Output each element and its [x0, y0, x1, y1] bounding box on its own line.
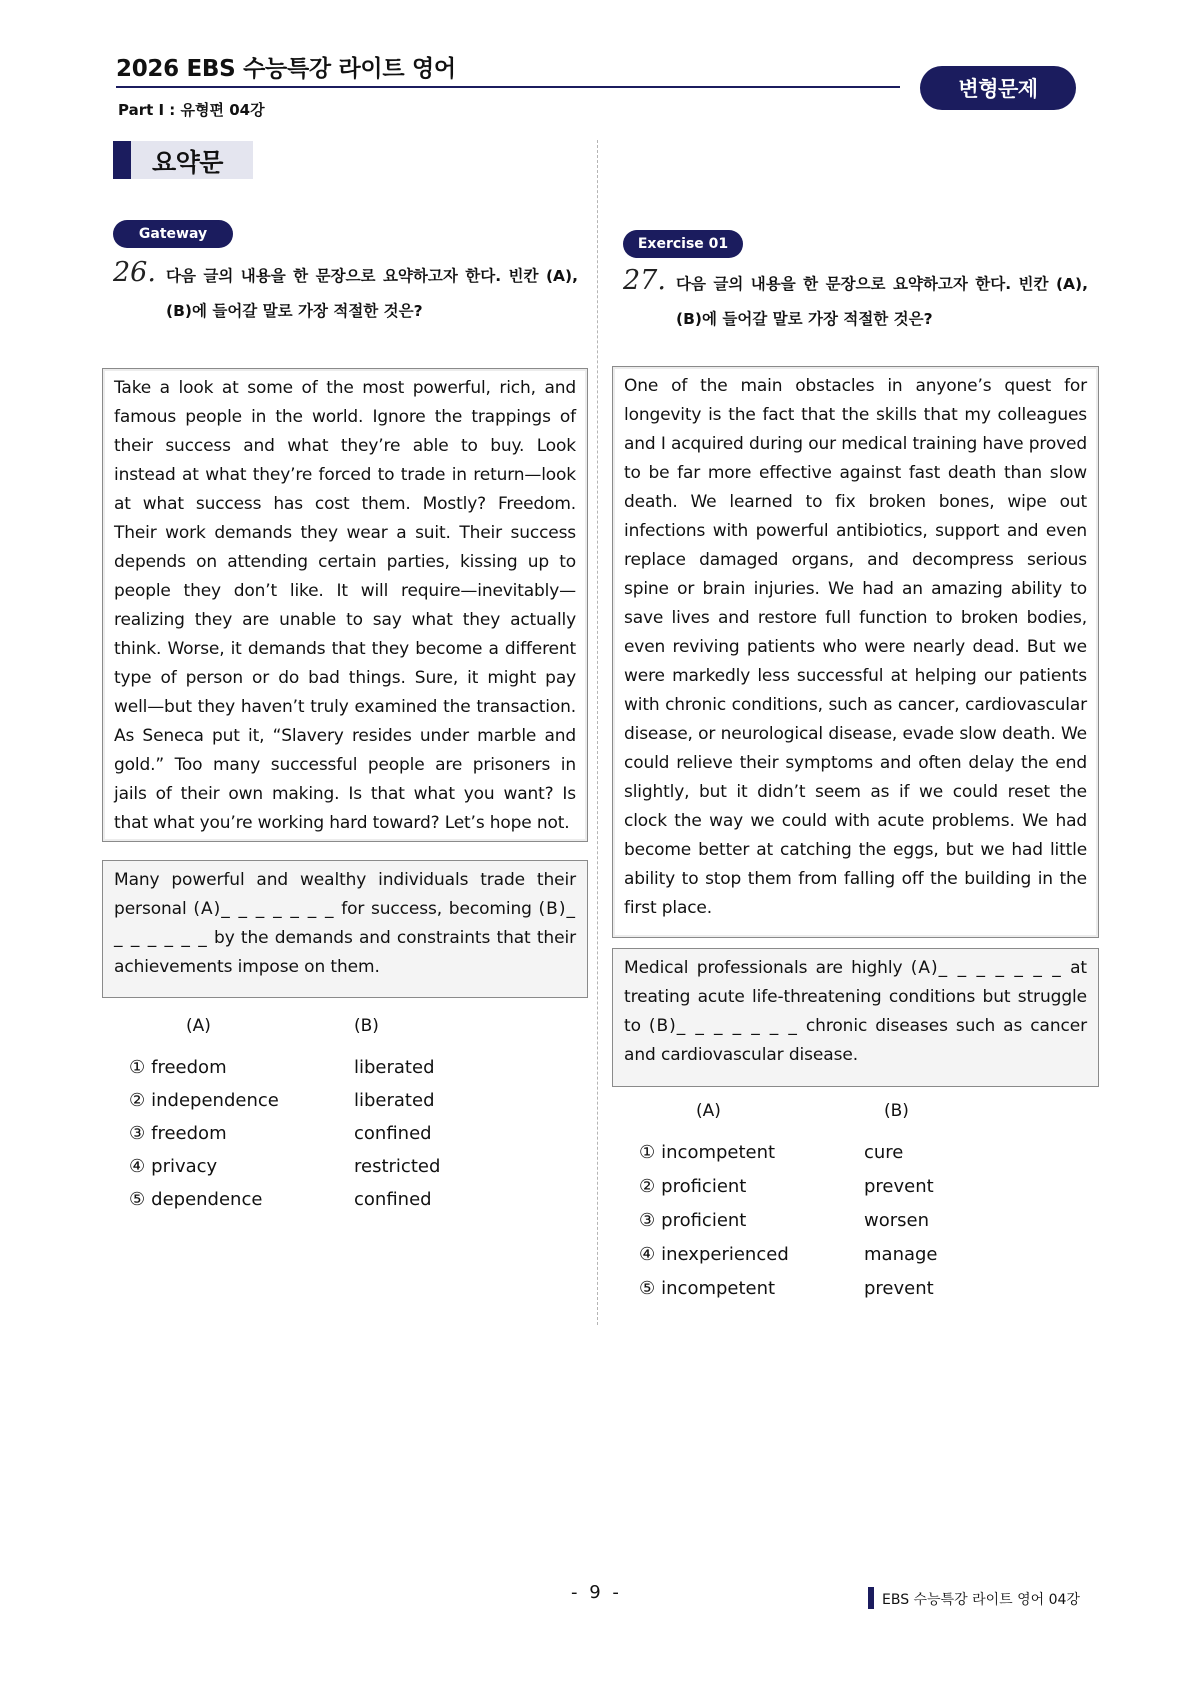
choice-a-value: incompetent — [661, 1278, 776, 1299]
choice-3-b: worsen — [864, 1210, 929, 1231]
choice-4-b: restricted — [354, 1156, 441, 1177]
document-title: 2026 EBS 수능특강 라이트 영어 — [116, 56, 456, 82]
choice-a-value: dependence — [151, 1189, 263, 1210]
summary-box — [612, 948, 1099, 1087]
header-badge: 변형문제 — [920, 66, 1076, 110]
summary-part-1: Many powerful and wealthy individuals trade their personal — [114, 870, 576, 919]
summary-part-3: by the demands and constraints that their achievements impose on them. — [114, 928, 576, 977]
passage-text: One of the main obstacles in anyone’s quest for longevity is the fact that the skills that my colleagues and I acquired during our medical training have proved to be far more effective against fast death than slow death. We learned to fix broken bones, wipe out infections with powerful antibiotics, support and even replace damaged organs, and decompress serious spine or brain injuries. We had an amazing ability to save lives and restore full function to broken bodies, even reviving patients who were nearly dead. But we were markedly less successful at helping our patients with chronic conditions, such as cancer, cardiovascular disease, or neurological disease, evade slow death. We could relieve their symptoms and often delay the end slightly, but it didn’t seem as if we could reset the clock the way we could with acute problems. We had become better at catching the eggs, but we had little ability to stop them from falling off the building in the first place. — [624, 376, 1087, 918]
question-line-1: 다음 글의 내용을 한 문장으로 요약하고자 한다. 빈칸 (A), — [166, 267, 578, 285]
blank-b: (B)_ _ _ _ _ _ _ — [114, 899, 576, 948]
choice-number: ④ — [639, 1244, 656, 1265]
choice-1-b: cure — [864, 1142, 904, 1163]
blank-a: (A)_ _ _ _ _ _ _ — [193, 899, 335, 919]
question-line-2: (B)에 들어갈 말로 가장 적절한 것은? — [166, 302, 423, 320]
choice-a-value: proficient — [661, 1176, 747, 1197]
choice-a-value: independence — [151, 1090, 279, 1111]
footer-label: EBS 수능특강 라이트 영어 04강 — [882, 1592, 1080, 1608]
summary-part-3: chronic diseases such as cancer and cardiovascular disease. — [624, 1016, 1087, 1065]
choice-3[interactable] — [639, 1210, 746, 1231]
choice-number: ② — [639, 1176, 656, 1197]
section-heading-bar — [113, 141, 131, 179]
choice-number: ② — [129, 1090, 146, 1111]
question-line-2: (B)에 들어갈 말로 가장 적절한 것은? — [676, 310, 933, 328]
choice-5-b: confined — [354, 1189, 432, 1210]
section-title: 요약문 — [152, 148, 223, 177]
choice-a-value: incompetent — [661, 1142, 776, 1163]
summary-part-2: at treating acute life-threatening conditions but struggle to — [624, 958, 1087, 1036]
choice-number: ① — [129, 1057, 146, 1078]
choice-4[interactable] — [129, 1156, 217, 1177]
choice-a-value: privacy — [151, 1156, 218, 1177]
part-label: Part Ⅰ : 유형편 04강 — [118, 101, 265, 119]
page-number: - 9 - — [571, 1582, 622, 1603]
summary-part-2: for success, becoming — [334, 899, 539, 919]
choice-a-value: proficient — [661, 1210, 747, 1231]
choice-1[interactable] — [639, 1142, 775, 1163]
choice-number: ④ — [129, 1156, 146, 1177]
blank-a: (A)_ _ _ _ _ _ _ — [910, 958, 1062, 978]
column-divider — [597, 140, 598, 1325]
gateway-tag: Gateway — [113, 220, 233, 248]
exercise-tag: Exercise 01 — [623, 230, 743, 258]
choice-1[interactable] — [129, 1057, 227, 1078]
choice-2[interactable] — [129, 1090, 279, 1111]
choice-3-b: confined — [354, 1123, 432, 1144]
choice-2-b: liberated — [354, 1090, 435, 1111]
choice-1-b: liberated — [354, 1057, 435, 1078]
choice-number: ③ — [129, 1123, 146, 1144]
answer-header-b: (B) — [354, 1016, 379, 1036]
answer-header-a: (A) — [186, 1016, 211, 1036]
choice-number: ① — [639, 1142, 656, 1163]
choice-number: ⑤ — [639, 1278, 656, 1299]
question-number: 26. — [113, 257, 156, 288]
question-text — [166, 259, 578, 329]
answer-header-b: (B) — [884, 1101, 909, 1121]
question-number: 27. — [623, 265, 666, 296]
choice-5[interactable] — [639, 1278, 775, 1299]
choice-4-b: manage — [864, 1244, 938, 1265]
choice-a-value: freedom — [151, 1123, 227, 1144]
choice-5-b: prevent — [864, 1278, 934, 1299]
choice-2-b: prevent — [864, 1176, 934, 1197]
choice-a-value: inexperienced — [661, 1244, 789, 1265]
answer-header-a: (A) — [696, 1101, 721, 1121]
footer-accent-bar — [868, 1587, 874, 1609]
choice-a-value: freedom — [151, 1057, 227, 1078]
passage-box — [612, 366, 1099, 938]
summary-box — [102, 860, 588, 998]
question-line-1: 다음 글의 내용을 한 문장으로 요약하고자 한다. 빈칸 (A), — [676, 275, 1088, 293]
blank-b: (B)_ _ _ _ _ _ _ — [648, 1016, 798, 1036]
choice-number: ⑤ — [129, 1189, 146, 1210]
question-text — [676, 267, 1088, 337]
passage-box — [102, 368, 588, 842]
summary-part-1: Medical professionals are highly — [624, 958, 911, 978]
choice-2[interactable] — [639, 1176, 746, 1197]
choice-3[interactable] — [129, 1123, 227, 1144]
choice-4[interactable] — [639, 1244, 789, 1265]
header-divider — [116, 86, 900, 88]
passage-text: Take a look at some of the most powerful, rich, and famous people in the world. Ignore the trappings of their success and what they’re able to buy. Look instead at what they’re forced to trade in return—look at what success has cost them. Mostly? Freedom. Their work demands they wear a suit. Their success depends on attending certain parties, kissing up to people they don’t like. It will require—inevitably—realizing they are unable to say what they actually think. Worse, it demands that they become a different type of person or do bad things. Sure, it might pay well—but they haven’t truly examined the transaction. As Seneca put it, “Slavery resides under marble and gold.” Too many successful people are prisoners in jails of their own making. Is that what you want? Is that what you’re working hard toward? Let’s hope not. — [114, 378, 576, 833]
choice-5[interactable] — [129, 1189, 262, 1210]
choice-number: ③ — [639, 1210, 656, 1231]
